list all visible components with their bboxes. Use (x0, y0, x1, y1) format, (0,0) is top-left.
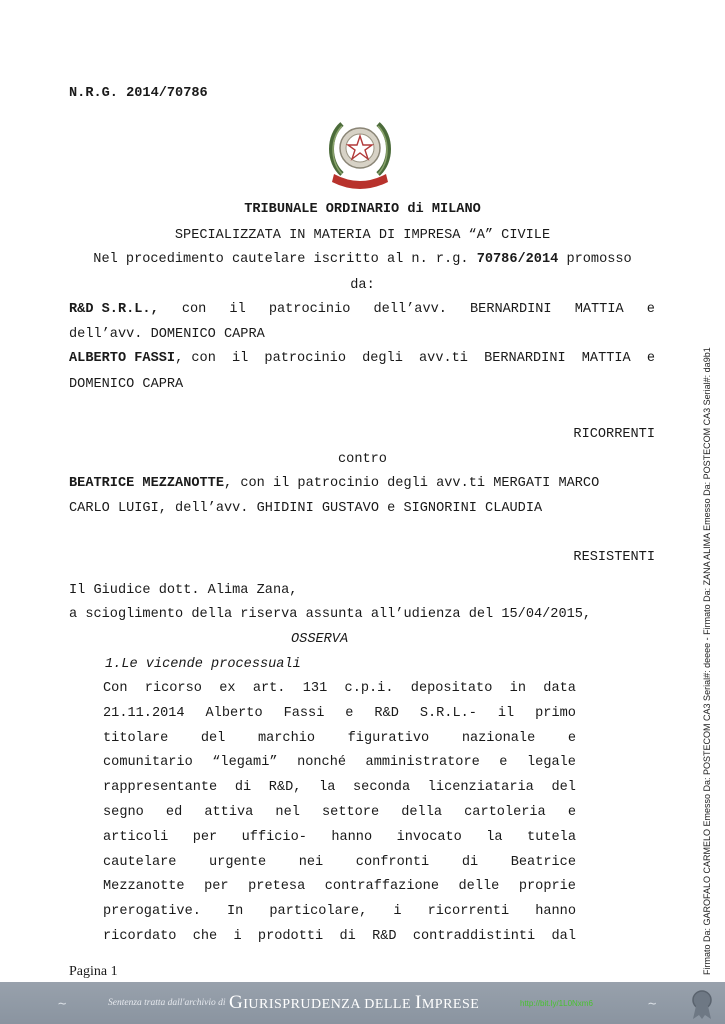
party-rd-line2: dell’avv. DOMENICO CAPRA (69, 327, 265, 342)
word: del (551, 780, 576, 796)
brand-g: G (229, 992, 244, 1013)
paragraph-line (103, 805, 576, 820)
word: che (192, 929, 218, 944)
party-fassi-line2: DOMENICO CAPRA (69, 377, 184, 392)
word: proprie (518, 879, 576, 895)
word: Mezzanotte (103, 879, 185, 895)
word: il (497, 705, 515, 721)
resistenti-label: RESISTENTI (573, 550, 655, 565)
word: nonché (297, 755, 347, 771)
procedure-text: Nel procedimento cautelare iscritto al n. r.g. (93, 252, 469, 267)
word: il (229, 302, 246, 317)
paragraph-line (103, 780, 576, 795)
party-rd-name: R&D S.R.L., (69, 302, 159, 317)
word: R&D, (268, 780, 302, 796)
word: 21.11.2014 (103, 705, 185, 721)
word: di (461, 854, 479, 870)
word: prodotti (257, 929, 324, 944)
word: e (567, 805, 576, 820)
paragraph-line (103, 681, 576, 696)
word: invocato (396, 829, 462, 845)
italy-emblem-icon (324, 112, 396, 190)
word: attiva (204, 805, 254, 820)
party-fassi-line (69, 351, 655, 366)
word: ricordato (103, 929, 177, 944)
procedure-promosso: promosso (566, 252, 632, 267)
word: ed (165, 805, 183, 820)
word: della (401, 805, 443, 820)
word: cartoleria (464, 805, 546, 820)
word: figurativo (347, 730, 430, 746)
word: i (233, 929, 242, 944)
court-section: SPECIALIZZATA IN MATERIA DI IMPRESA “A” CIVILE (174, 228, 551, 243)
word: MATTIA (574, 302, 624, 317)
contro-label: contro (338, 452, 387, 467)
word: Fassi (283, 705, 325, 721)
word: la (319, 780, 336, 796)
word: In (226, 904, 244, 920)
word: MATTIA (581, 351, 631, 366)
word: confronti (355, 854, 430, 870)
paragraph-line (103, 731, 576, 746)
word: 131 (302, 681, 328, 696)
word: pretesa (248, 879, 306, 895)
word: particolare, (269, 904, 368, 920)
word: e (646, 351, 655, 366)
osserva-heading: OSSERVA (291, 632, 349, 647)
word: BERNARDINI (484, 351, 566, 366)
word: il (231, 351, 249, 366)
page-label: Pagina 1 (69, 964, 118, 979)
word: articoli (103, 829, 169, 845)
word: patrocinio (268, 302, 351, 317)
paragraph-line (103, 706, 576, 721)
word: con (181, 302, 207, 317)
word: Con (103, 681, 128, 696)
word: segno (103, 805, 144, 820)
word: rappresentante (103, 780, 218, 796)
case-number: N.R.G. 2014/70786 (69, 86, 208, 101)
word: Beatrice (510, 854, 576, 870)
word: contraffazione (324, 879, 439, 895)
resistente-line2: CARLO LUIGI, dell’avv. GHIDINI GUSTAVO e SIGNORINI CLAUDIA (69, 501, 543, 516)
resistente-rest: , con il patrocinio degli avv.ti MERGATI MARCO (224, 476, 600, 491)
court-name: TRIBUNALE ORDINARIO di MILANO (244, 202, 481, 217)
word: avv.ti (419, 351, 468, 366)
brand-part1: IURISPRUDENZA (243, 997, 365, 1012)
word: R&D (374, 705, 399, 721)
word: settore (322, 805, 380, 820)
word: di (339, 929, 356, 944)
paragraph-line (103, 855, 576, 870)
procedure-da: da: (350, 278, 375, 293)
word: del (200, 730, 226, 746)
party-fassi-name: ALBERTO FASSI (69, 351, 176, 366)
word: R&D (372, 929, 397, 944)
procedure-line (0, 252, 725, 267)
word: degli (362, 351, 403, 366)
word: marchio (257, 730, 316, 746)
word: titolare (103, 730, 169, 746)
footer-band (0, 982, 725, 1024)
word: art. (252, 681, 286, 696)
word: BERNARDINI (470, 302, 552, 317)
word: S.R.L.- (419, 705, 477, 721)
paragraph-line (103, 929, 576, 944)
word: per (204, 879, 229, 895)
word: cautelare (103, 854, 177, 870)
party-rd-line (69, 302, 655, 317)
word: prerogative. (103, 904, 201, 920)
word: Alberto (205, 705, 263, 721)
footer-brand (229, 992, 479, 1014)
word: ufficio- (241, 829, 307, 845)
ricorrenti-label: RICORRENTI (573, 427, 655, 442)
word: ricorso (144, 681, 202, 696)
paragraph-line (103, 755, 576, 770)
brand-part2: DELLE (364, 997, 416, 1012)
resistente-line (69, 476, 599, 491)
word: , con (175, 351, 216, 366)
word: i (393, 904, 402, 920)
word: seconda (353, 780, 411, 796)
word: urgente (209, 854, 267, 870)
word: patrocinio (264, 351, 346, 366)
word: ex (219, 681, 236, 696)
word: “legami” (212, 755, 278, 771)
digital-signature-stamp: Firmato Da: GAROFALO CARMELO Emesso Da: POSTECOM CA3 Serial#: deeee - Firmato Da: ZANA ALIMA Emesso Da: POSTECOM CA3 Serial#: da9b1 (702, 347, 712, 975)
word: per (192, 829, 218, 845)
word: di (234, 780, 252, 796)
word: legale (527, 755, 576, 771)
word: dal (551, 929, 576, 944)
word: e (499, 755, 508, 771)
footer-link[interactable]: http://bit.ly/1L0Nxm6 (520, 999, 593, 1008)
procedure-number: 70786/2014 (476, 252, 559, 267)
word: contraddistinti (412, 929, 536, 944)
word: nel (275, 805, 300, 820)
word: e (345, 705, 354, 721)
word: tutela (527, 829, 576, 845)
paragraph-line (103, 830, 576, 845)
paragraph-line (103, 879, 576, 894)
right-ornament-icon: ∼ (648, 997, 657, 1013)
word: nazionale (461, 730, 536, 746)
word: hanno (535, 904, 576, 920)
word: in (509, 681, 526, 696)
paragraph-line (103, 904, 576, 919)
resistente-name: BEATRICE MEZZANOTTE (69, 476, 224, 491)
word: nei (298, 854, 324, 870)
word: e (646, 302, 655, 317)
word: licenziataria (427, 780, 534, 796)
judge-line: Il Giudice dott. Alima Zana, (69, 583, 298, 598)
footer-source-text: Sentenza tratta dall'archivio di (108, 998, 226, 1008)
word: hanno (331, 829, 373, 845)
brand-i: I (415, 992, 422, 1013)
word: comunitario (103, 755, 193, 771)
left-ornament-icon: ∼ (58, 997, 67, 1013)
word: primo (535, 705, 576, 721)
word: c.p.i. (344, 681, 394, 696)
word: amministratore (365, 755, 480, 771)
word: la (486, 829, 503, 845)
word: data (543, 681, 576, 696)
word: depositato (410, 681, 493, 696)
word: dell’avv. (373, 302, 447, 317)
brand-part3: MPRESE (421, 997, 480, 1012)
riserva-line: a scioglimento della riserva assunta all’udienza del 15/04/2015, (69, 607, 592, 622)
word: delle (458, 879, 500, 895)
party-fassi-lead (69, 351, 216, 366)
seal-icon (688, 988, 716, 1020)
word: e (567, 730, 576, 746)
section-title: 1.Le vicende processuali (105, 657, 301, 672)
word: ricorrenti (427, 904, 510, 920)
